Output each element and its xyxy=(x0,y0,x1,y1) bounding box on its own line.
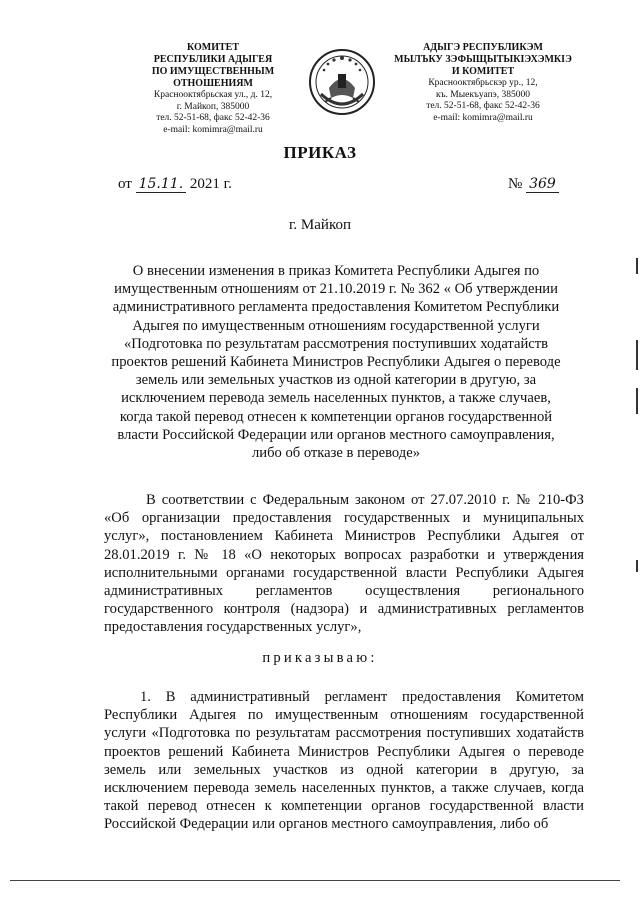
header-left-title-2: РЕСПУБЛИКИ АДЫГЕЯ xyxy=(153,54,273,65)
basis-paragraph: В соответствии с Федеральным законом от 27.07.2010 г. № 210-ФЗ «Об организации предоставления государственных и муниципальных услуг», постановлением Кабинета Министров Республики Адыгея от 28.01.2019 г. № 18 «О некоторых вопросах разработки и утверждения исполнительными органами государственной власти Республики Адыгея административных регламентов осуществления регионального государственного контроля (надзора) и административных регламентов предоставления государственных услуг», xyxy=(104,492,584,636)
date-handwritten: 15.11. xyxy=(136,176,187,193)
page-divider xyxy=(10,880,620,881)
header-right-block xyxy=(388,42,578,124)
header-left-title-1: КОМИТЕТ xyxy=(186,42,239,53)
header-left-block xyxy=(118,42,308,136)
header-right-title-2: МЫЛЪКУ ЗЭФЫЩЫТЫКIЭХЭМКIЭ xyxy=(394,54,572,65)
date-prefix: от xyxy=(118,176,132,192)
number-handwritten: 369 xyxy=(526,176,559,193)
point-1-paragraph: 1. В административный регламент предоставления Комитетом Республики Адыгея по имущественным отношениям государственной услуги «Подготовка по результатам рассмотрения поступивших ходатайств проектов решений Кабинета Министров Республики Адыгея о переводе земель или земельных участков из одной категории в другую, за исключением перевода земель населенных пунктов, а также случаев, когда такой перевод отнесен к компетенции органов государственной власти Российской Федерации или органов местного самоуправления, либо об xyxy=(104,689,584,833)
header-right-city: къ. Мыекъуапэ, 385000 xyxy=(436,89,530,100)
header-left-city: г. Майкоп, 385000 xyxy=(176,101,250,112)
number-row xyxy=(508,176,559,193)
header-right-email: e-mail: komimra@mail.ru xyxy=(433,112,533,123)
header-right-phone: тел. 52-51-68, факс 52-42-36 xyxy=(426,101,540,111)
header-left-address: Краснооктябрьская ул., д. 12, xyxy=(153,90,273,100)
city-line: г. Майкоп xyxy=(288,217,352,233)
order-word: приказываю: xyxy=(262,650,378,666)
scan-artifact xyxy=(636,258,638,274)
header-left-phone: тел. 52-51-68, факс 52-42-36 xyxy=(156,113,270,123)
header-right-title-1: АДЫГЭ РЕСПУБЛИКЭМ xyxy=(423,42,543,53)
scan-artifact xyxy=(636,340,638,370)
document-title: ПРИКАЗ xyxy=(283,143,357,162)
header-left-title-3: ПО ИМУЩЕСТВЕННЫМ ОТНОШЕНИЯМ xyxy=(151,66,275,89)
header-right-address: Краснооктябрьскэр ур., 12, xyxy=(428,78,538,88)
date-suffix: 2021 г. xyxy=(189,176,232,192)
document-subject: О внесении изменения в приказ Комитета Республики Адыгея по имущественным отношениям от 21.10.2019 г. № 362 « Об утверждении административного регламента предоставления Комитетом Республики Адыгея по имущественным отношениям государственной услуги «Подготовка по результатам рассмотрения поступивших ходатайств проектов решений Кабинета Министров Республики Адыгея о переводе земель или земельных участков из одной категории в другую, за исключением перевода земель населенных пунктов, а также случаев, когда такой перевод отнесен к компетенции органов государственной власти Российской Федерации или органов местного самоуправления, либо об отказе в переводе» xyxy=(111,263,561,462)
header-left-email: e-mail: komimra@mail.ru xyxy=(163,124,263,135)
date-row xyxy=(118,176,232,193)
header-right-title-3: И КОМИТЕТ xyxy=(451,66,515,77)
scan-artifact xyxy=(636,388,638,414)
number-prefix: № xyxy=(508,176,523,192)
adygea-coat-of-arms-icon xyxy=(307,44,377,120)
scan-artifact xyxy=(636,560,638,572)
